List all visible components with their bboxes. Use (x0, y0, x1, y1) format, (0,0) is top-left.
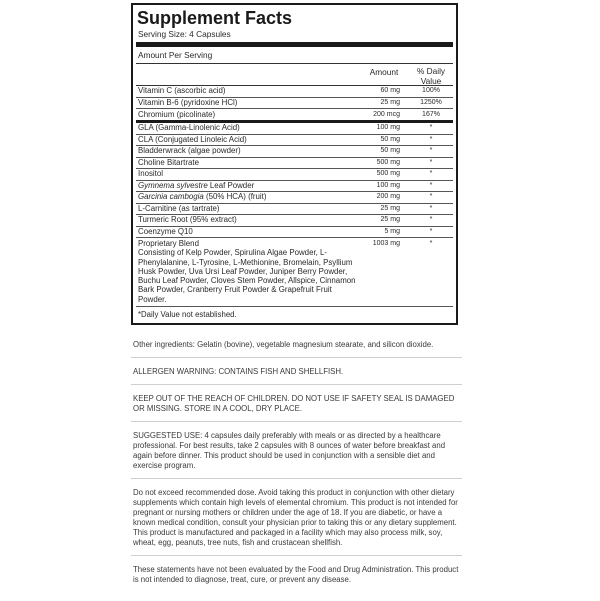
nutrient-name: Vitamin B-6 (pyridoxine HCl) (138, 97, 238, 107)
nutrient-daily-value: * (429, 170, 433, 178)
blend-daily-value: * (429, 240, 433, 247)
nutrient-name: Turmeric Root (95% extract) (138, 215, 237, 225)
nutrient-amount: 5 mg (384, 227, 400, 235)
nutrient-daily-value: 1250% (420, 98, 442, 106)
label-note: These statements have not been evaluated by the Food and Drug Administration. This product is not intended to diagnose, treat, cure, or prevent any disease. (133, 565, 459, 584)
nutrient-name: Gymnema sylvestre Leaf Powder (138, 180, 255, 190)
nutrient-row (136, 169, 453, 181)
nutrient-name: Chromium (picolinate) (138, 109, 216, 119)
nutrient-name: Vitamin C (ascorbic acid) (138, 86, 226, 96)
nutrient-row (136, 158, 453, 170)
vitamin-rows (136, 86, 453, 123)
nutrient-name: GLA (Gamma-Linolenic Acid) (138, 123, 240, 133)
nutrient-amount: 25 mg (380, 98, 400, 106)
nutrient-row (136, 123, 453, 135)
nutrient-row (136, 227, 453, 239)
nutrient-row (136, 109, 453, 123)
label-note: Do not exceed recommended dose. Avoid taking this product in conjunction with other dietary supplements which contain high levels of elemental chromium. This product is not intended for pregnant or nursing mothers or children under the age of 18. If you are diabetic, or have a known medical condition, consult your physician prior to taking this or any dietary supplement. This product is manufactured and packaged in a facility which may also process milk, soy, wheat, egg, peanuts, tree nuts, fish and crustacean shellfish. (131, 488, 462, 556)
label-note: KEEP OUT OF THE REACH OF CHILDREN. DO NOT USE IF SAFETY SEAL IS DAMAGED OR MISSING. STORE IN A COOL, DRY PLACE. (131, 394, 462, 422)
nutrient-amount: 500 mg (376, 158, 400, 166)
nutrient-daily-value: * (429, 135, 433, 143)
nutrient-amount: 100 mg (376, 181, 400, 189)
nutrient-daily-value: 167% (422, 110, 440, 118)
nutrient-amount: 25 mg (380, 204, 400, 212)
nutrient-amount: 50 mg (380, 135, 400, 143)
nutrient-name: L-Carnitine (as tartrate) (138, 203, 220, 213)
nutrient-daily-value: * (429, 193, 433, 201)
amount-header: Amount (369, 67, 399, 77)
daily-value-header: % Daily Value (416, 66, 446, 86)
ingredient-rows (136, 123, 453, 238)
nutrient-row (136, 135, 453, 147)
supplement-facts-panel (131, 3, 458, 325)
nutrient-daily-value: * (429, 181, 433, 189)
nutrient-daily-value: * (429, 204, 433, 212)
nutrient-daily-value: * (429, 158, 433, 166)
label-note: ALLERGEN WARNING: CONTAINS FISH AND SHELLFISH. (131, 367, 462, 385)
panel-title: Supplement Facts (137, 8, 293, 28)
blend-description: Consisting of Kelp Powder, Spirulina Algae Powder, L-Phenylalanine, L-Tyrosine, L-Methionine, Bromelain, Psyllium Husk Powder, Uva Ursi Leaf Powder, Juniper Berry Powder, Buchu Leaf Powder, Cloves Stem Powder, Allspice, Cinnamon Bark Powder, Cranberry Fruit Powder & Grapefruit Fruit Powder. (138, 248, 356, 304)
nutrient-amount: 25 mg (380, 216, 400, 224)
label-note: SUGGESTED USE: 4 capsules daily preferably with meals or as directed by a healthcare professional. For best results, take 2 capsules with 8 ounces of water before breakfast and again before dinner. This product should be used in conjunction with a sensible diet and exercise program. (131, 431, 462, 479)
nutrient-name: Garcinia cambogia (50% HCA) (fruit) (138, 192, 267, 202)
amount-per-serving: Amount Per Serving (136, 47, 453, 64)
nutrient-amount: 500 mg (376, 170, 400, 178)
nutrient-row (136, 98, 453, 110)
nutrient-amount: 60 mg (380, 87, 400, 95)
nutrient-name: Bladderwrack (algae powder) (138, 146, 241, 156)
proprietary-blend-row (136, 238, 453, 307)
nutrient-amount: 200 mcg (373, 110, 400, 118)
label-column (131, 0, 462, 600)
nutrient-daily-value: * (429, 216, 433, 224)
nutrient-daily-value: 100% (422, 87, 440, 95)
column-headers (136, 64, 453, 86)
nutrient-daily-value: * (429, 147, 433, 155)
daily-value-footnote: *Daily Value not established. (138, 310, 237, 320)
nutrient-name: Choline Bitartrate (138, 157, 199, 167)
nutrient-row (136, 146, 453, 158)
nutrient-row (136, 181, 453, 193)
label-notes (131, 340, 462, 601)
nutrient-row (136, 86, 453, 98)
nutrient-amount: 100 mg (376, 124, 400, 132)
serving-size: Serving Size: 4 Capsules (138, 29, 231, 39)
nutrient-name: Inositol (138, 169, 164, 179)
blend-title: Proprietary Blend (138, 239, 199, 248)
nutrient-amount: 50 mg (380, 147, 400, 155)
label-note: Other ingredients: Gelatin (bovine), vegetable magnesium stearate, and silicon dioxide. (131, 340, 462, 358)
nutrient-name: Coenzyme Q10 (138, 226, 193, 236)
nutrient-daily-value: * (429, 124, 433, 132)
nutrient-row (136, 192, 453, 204)
nutrient-daily-value: * (429, 227, 433, 235)
nutrient-name: CLA (Conjugated Linoleic Acid) (138, 134, 247, 144)
nutrient-row (136, 215, 453, 227)
blend-amount: 1003 mg (372, 240, 400, 247)
nutrient-row (136, 204, 453, 216)
nutrient-amount: 200 mg (376, 193, 400, 201)
